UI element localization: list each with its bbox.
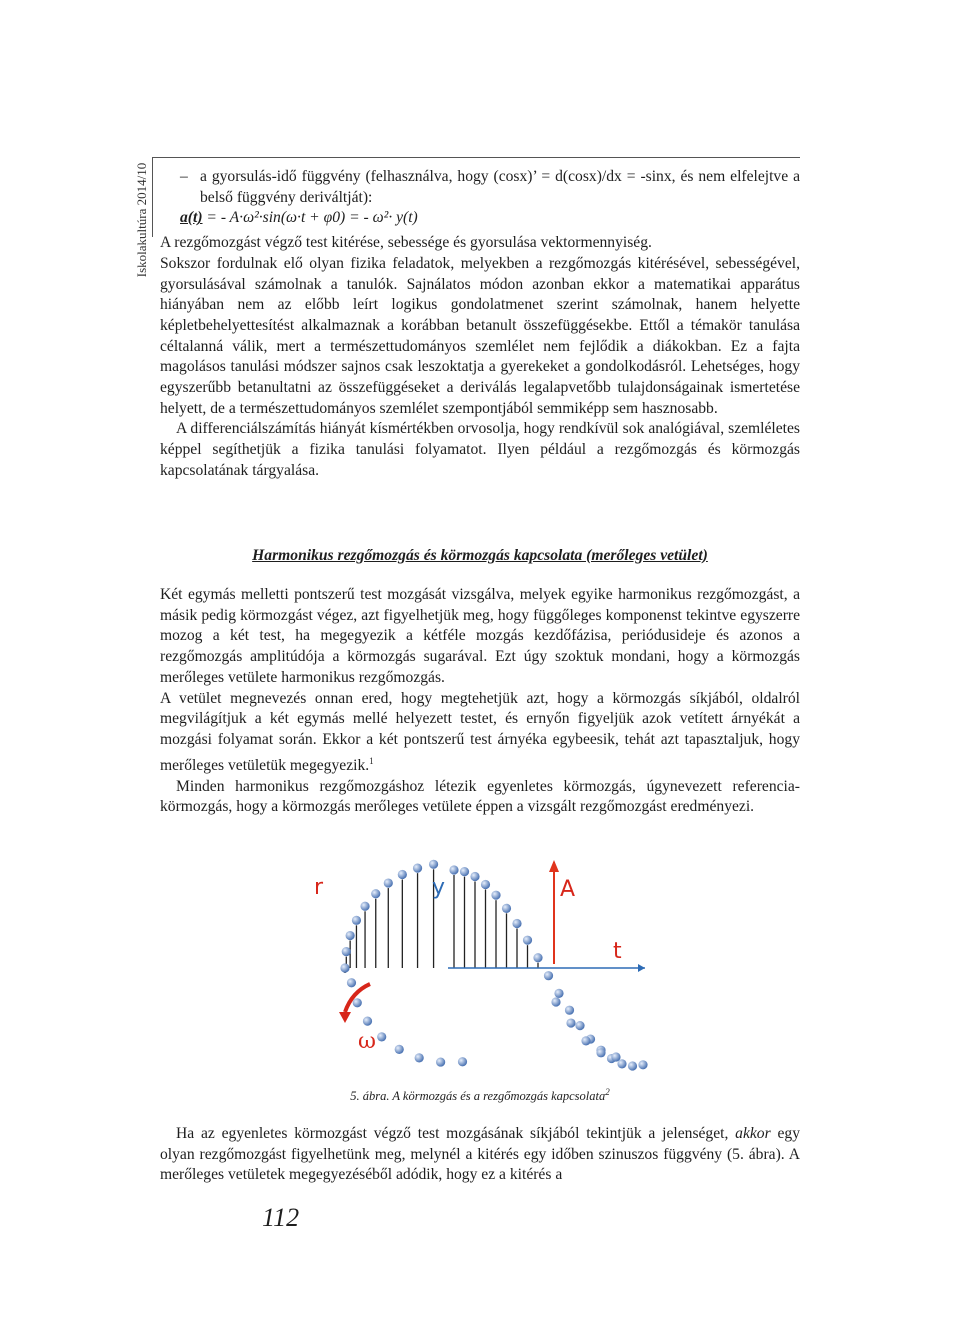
conclusion-italic: akkor [735, 1125, 771, 1142]
rotation-arrowhead [339, 1012, 351, 1023]
circle-point-dot [340, 963, 349, 972]
circle-point-dot [377, 1032, 386, 1041]
circle-point-dot [360, 902, 369, 911]
sine-point-dot [481, 880, 490, 889]
paragraph-vector: A rezgőmozgást végző test kitérése, sebessége és gyorsulása vektormennyiség. [160, 234, 652, 252]
sine-point-dot [638, 1060, 647, 1069]
paragraph-exercises: Sokszor fordulnak elő olyan fizika feladatok, melyekben a rezgőmozgás kitérésével, sebességével, gyorsulásával számolnak a tanulók. Sajnálatos módon azonban ekkor a matematikai apparátus hiányában nem az előbb leírt logikus gondolatmenet szerint számolnak, hanem helyette képletbehelyettesítést alkalmaznak a korábban betanult összefüggésekbe. Ettől a témakör tanulása céltalanná válik, mert a természettudományos szemlélet nem fejlődik a diákokban. Ez a fajta magolásos tanulási módszer sajnos csak leszoktatja a gyerekeket a gondolkodásról. Lehetséges, hogy egyszerűbb betanultatni az összefüggéseket a deriválás legalapvetőbb tulajdonságainak ismertetése helyett, de a természettudományos szemlélet szempontjából semmiképp sem hasznosabb. [160, 254, 800, 417]
header-vertical-rule [152, 157, 153, 237]
circle-point-dot [415, 1053, 424, 1062]
top-text-block [160, 167, 800, 482]
sine-point-dot [512, 919, 521, 928]
sine-point-dot [596, 1048, 605, 1057]
sine-point-dot [491, 891, 500, 900]
circle-point-dot [429, 860, 438, 869]
paragraph-projection-text: A vetület megnevezés onnan ered, hogy megtehetjük azt, hogy a körmozgás síkjából, oldalról megvilágítjuk a két egymás mellé helyezett testet, és ernyőn figyeljük azok vetített árnyékát a mozgási folyamat során. Ekkor a két pontszerű test árnyéka egybeesik, tehát azt tapasztaljuk, hogy merőleges vetületük megegyezik. [160, 689, 800, 774]
sine-point-dot [449, 865, 458, 874]
sine-ordinate-lines [454, 875, 538, 968]
sine-point-dot [575, 1021, 584, 1030]
circle-point-dot [342, 947, 351, 956]
sine-point-dot [551, 997, 560, 1006]
paragraph-projection [160, 689, 800, 777]
header-horizontal-rule [152, 157, 800, 158]
sine-point-dot [523, 936, 532, 945]
circle-point-dot [346, 931, 355, 940]
sine-point-dot [581, 1036, 590, 1045]
journal-name: Iskolakultúra 2014/10 [134, 162, 149, 278]
section-title: Harmonikus rezgőmozgás és körmozgás kapcsolata (merőleges vetület) [252, 547, 708, 564]
omega-label: ω [358, 1029, 376, 1054]
page-number: 112 [262, 1203, 300, 1232]
time-label: t [613, 939, 622, 964]
bullet-item [160, 167, 800, 208]
y-axis-label: y [432, 875, 446, 900]
sine-point-dot [502, 904, 511, 913]
amplitude-arrowhead [549, 860, 559, 872]
caption-text: 5. ábra. A körmozgás és a rezgőmozgás kapcsolata [350, 1089, 606, 1104]
bullet-dash: – [180, 168, 188, 185]
amplitude-label: A [560, 877, 576, 902]
sine-point-dot [470, 872, 479, 881]
bottom-text-block [160, 1124, 800, 1186]
circle-point-dot [436, 1057, 445, 1066]
sine-point-dot [611, 1052, 620, 1061]
conclusion-part-1: Ha az egyenletes körmozgást végző test mozgásának síkjából tekintjük a jelenséget, [176, 1125, 736, 1142]
circle-point-dot [413, 864, 422, 873]
circle-point-dot [352, 916, 361, 925]
paragraph-conclusion [160, 1124, 800, 1186]
formula-lhs: a(t) [180, 209, 203, 227]
circle-point-dot [398, 870, 407, 879]
time-axis-arrowhead [638, 964, 645, 972]
circle-point-dot [458, 1057, 467, 1066]
rotation-arrow [345, 984, 370, 1012]
radius-label: r [314, 875, 324, 900]
circle-point-dot [395, 1045, 404, 1054]
circle-point-dot [371, 889, 380, 898]
circle-point-dot [353, 998, 362, 1007]
footnote-mark-2: 2 [605, 1087, 610, 1097]
sine-point-dot [460, 867, 469, 876]
footnote-mark-1: 1 [369, 755, 374, 766]
acceleration-formula [160, 208, 800, 229]
paragraph-reference-circle: Minden harmonikus rezgőmozgáshoz létezik egyenletes körmozgás, úgynevezett referencia-körmozgás, hogy a körmozgás merőleges vetülete éppen a vizsgált rezgőmozgást eredményezi. [160, 777, 800, 816]
figure-5 [300, 852, 660, 1082]
sine-point-dot [565, 1006, 574, 1015]
sine-point-dot [544, 971, 553, 980]
middle-text-block [160, 585, 800, 818]
sine-point-dot [566, 1018, 575, 1027]
journal-side-tag [132, 160, 152, 280]
sine-point-dot [628, 1061, 637, 1070]
position-dots [340, 860, 647, 1071]
bullet-text: a gyorsulás-idő függvény (felhasználva, hogy (cosx)’ = d(cosx)/dx = -sinx, és nem elfelejtve a belső függvény deriváltját): [200, 168, 800, 206]
conclusion-part-2: egy olyan rezgőmozgást figyelhetünk meg, melynél a kitérés egy időben szinuszos függvény (5. ábra). A merőleges vetületek megegyezéséből adódik, hogy ez a kitérés a [160, 1125, 800, 1184]
formula-rhs: = - A·ω²·sin(ω·t + φ0) = - ω²· y(t) [202, 209, 418, 227]
circle-point-dot [363, 1017, 372, 1026]
figure-caption [160, 1087, 800, 1104]
circle-oscillation-figure [300, 852, 660, 1082]
circle-point-dot [384, 878, 393, 887]
paragraph-two-bodies: Két egymás melletti pontszerű test mozgását vizsgálva, melyek egyike harmonikus rezgőmozgást, a másik pedig körmozgást végez, azt figyelhetjük meg, hogy függőleges komponenst tekintve egyszerre mozog a két test, ha megegyezik a kétféle mozgás kezdőfázisa, periódusideje és azonos a rezgőmozgás amplitúdója a körmozgás sugarával. Ezt úgy szoktuk mondani, hogy a körmozgás merőleges vetülete harmonikus rezgőmozgás. [160, 586, 800, 686]
sine-point-dot [533, 953, 542, 962]
sine-point-dot [554, 989, 563, 998]
paragraph-differential: A differenciálszámítás hiányát kísmértékben orvosolja, hogy rendkívül sok analógiával, szemléletes képpel segíthetjük a fizika tanulási folyamatot. Ilyen például a rezgőmozgás és körmozgás kapcsolatának tárgyalása. [160, 420, 800, 479]
circle-point-dot [347, 978, 356, 987]
